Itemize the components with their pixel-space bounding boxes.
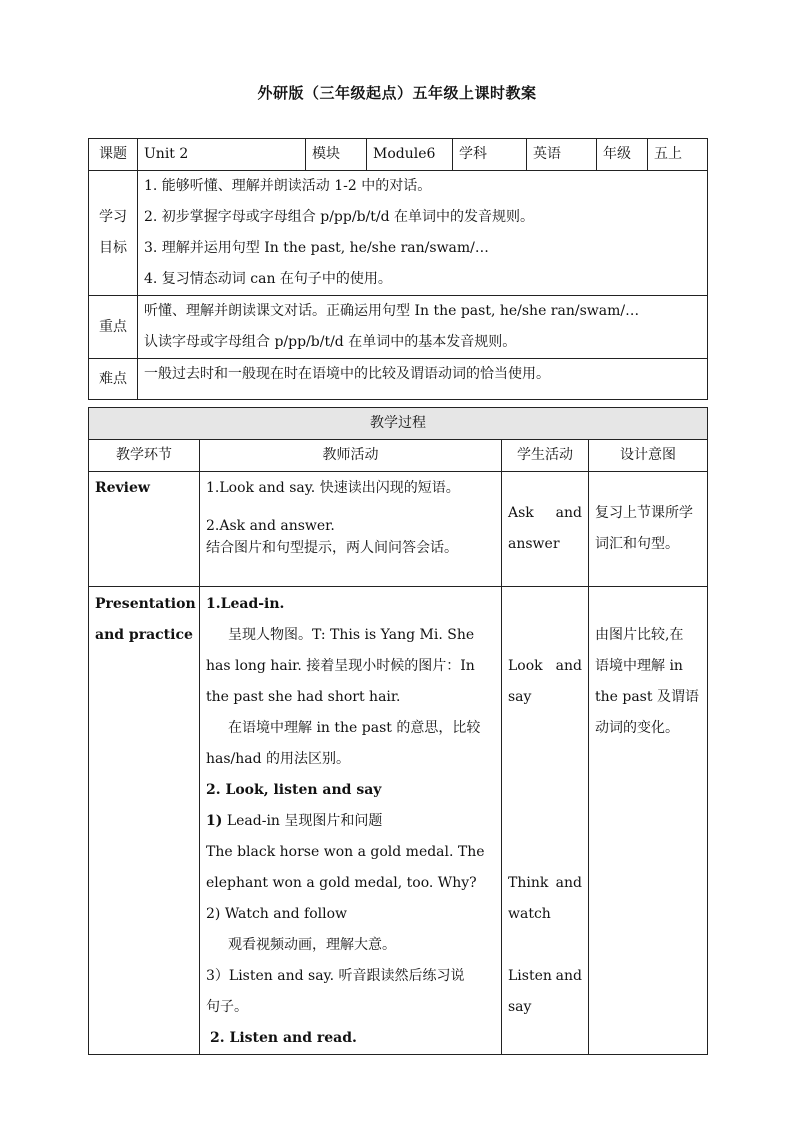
info-row — [89, 139, 708, 171]
process-title: 教学过程 — [89, 408, 708, 440]
student-word: and — [555, 968, 582, 984]
student-word: and — [555, 505, 582, 521]
subject-value: 英语 — [527, 139, 597, 171]
teaching-process-table — [88, 407, 708, 1055]
student-word: Think — [508, 875, 549, 891]
header-stage: 教学环节 — [89, 440, 200, 472]
process-header-row — [89, 440, 708, 472]
objectives-label-line: 目标 — [99, 240, 127, 256]
grade-label: 年级 — [597, 139, 648, 171]
teacher-line: 3）Listen and say. 听音跟读然后练习说 — [206, 968, 465, 984]
intent-line: 由图片比较,在 — [595, 627, 684, 643]
objectives-list — [138, 171, 708, 296]
review-teacher-line: 2.Ask and answer. — [206, 518, 335, 534]
teacher-line: 2) Watch and follow — [206, 906, 348, 922]
objective-item: 2. 初步掌握字母或字母组合 p/pp/b/t/d 在单词中的发音规则。 — [144, 209, 535, 225]
objectives-row — [89, 171, 708, 296]
objective-item: 4. 复习情态动词 can 在句子中的使用。 — [144, 271, 392, 287]
header-intent: 设计意图 — [589, 440, 708, 472]
review-stage: Review — [89, 472, 200, 587]
intent-line: the past 及谓语 — [595, 689, 699, 705]
teacher-line — [206, 806, 495, 837]
teacher-line: has long hair. 接着呈现小时候的图片：In — [206, 658, 475, 674]
teacher-line: 2. Look, listen and say — [206, 782, 382, 798]
objective-item: 3. 理解并运用句型 In the past, he/she ran/swam/… — [144, 240, 489, 256]
student-activity — [508, 961, 582, 992]
student-word: watch — [508, 906, 551, 922]
teacher-line: 2. Listen and read. — [210, 1030, 357, 1046]
review-student-line — [508, 498, 582, 529]
key-point-line: 听懂、理解并朗读课文对话。正确运用句型 In the past, he/she ran/swam/… — [144, 303, 640, 319]
student-word: and — [555, 875, 582, 891]
page-title: 外研版（三年级起点）五年级上课时教案 — [257, 84, 537, 102]
step-text: Lead-in 呈现图片和问题 — [222, 813, 383, 829]
teacher-line: the past she had short hair. — [206, 689, 401, 705]
intent-line: 语境中理解 in — [595, 658, 683, 674]
key-point-line: 认读字母或字母组合 p/pp/b/t/d 在单词中的基本发音规则。 — [144, 334, 517, 350]
teacher-line: The black horse won a gold medal. The — [206, 844, 485, 860]
review-teacher-line: 1.Look and say. 快速读出闪现的短语。 — [206, 480, 460, 496]
grade-value: 五上 — [648, 139, 708, 171]
objective-item: 1. 能够听懂、理解并朗读活动 1-2 中的对话。 — [144, 178, 432, 194]
difficulties-text: 一般过去时和一般现在时在语境中的比较及谓语动词的恰当使用。 — [138, 359, 708, 400]
objectives-label — [89, 171, 138, 296]
student-word: Look — [508, 658, 543, 674]
teacher-line: 1.Lead-in. — [206, 596, 285, 612]
lesson-info-table — [88, 138, 708, 400]
teacher-line: 句子。 — [206, 999, 248, 1015]
student-word: and — [555, 658, 582, 674]
difficulties-row — [89, 359, 708, 400]
header-student: 学生活动 — [502, 440, 589, 472]
key-points-text — [138, 296, 708, 359]
student-word: say — [508, 999, 532, 1015]
student-activity — [508, 651, 582, 682]
module-value: Module6 — [367, 139, 453, 171]
teacher-line: 在语境中理解 in the past 的意思，比较 — [228, 720, 481, 736]
student-word: answer — [508, 536, 560, 552]
difficulties-label: 难点 — [89, 359, 138, 400]
lesson-label: 课题 — [89, 139, 138, 171]
step-number: 1) — [206, 813, 223, 829]
presentation-stage: Presentation — [95, 596, 196, 612]
student-word: say — [508, 689, 532, 705]
intent-line: 动词的变化。 — [595, 720, 679, 736]
key-points-label: 重点 — [89, 296, 138, 359]
lesson-value: Unit 2 — [138, 139, 306, 171]
review-intent: 复习上节课所学词汇和句型。 — [589, 472, 708, 587]
teacher-line: 观看视频动画，理解大意。 — [228, 937, 396, 953]
review-teacher-line: 结合图片和句型提示，两人间问答会话。 — [206, 540, 458, 556]
teacher-line: has/had 的用法区别。 — [206, 751, 351, 767]
presentation-stage: and practice — [95, 627, 193, 643]
student-word: Listen — [508, 968, 552, 984]
subject-label: 学科 — [453, 139, 527, 171]
student-word: Ask — [508, 505, 534, 521]
objectives-label-line: 学习 — [99, 209, 127, 225]
teacher-line: elephant won a gold medal, too. Why? — [206, 875, 477, 891]
presentation-row — [89, 587, 708, 1055]
module-label: 模块 — [306, 139, 367, 171]
teacher-line: 呈现人物图。T: This is Yang Mi. She — [228, 627, 475, 643]
key-points-row — [89, 296, 708, 359]
student-activity — [508, 868, 582, 899]
header-teacher: 教师活动 — [200, 440, 502, 472]
review-row — [89, 472, 708, 587]
